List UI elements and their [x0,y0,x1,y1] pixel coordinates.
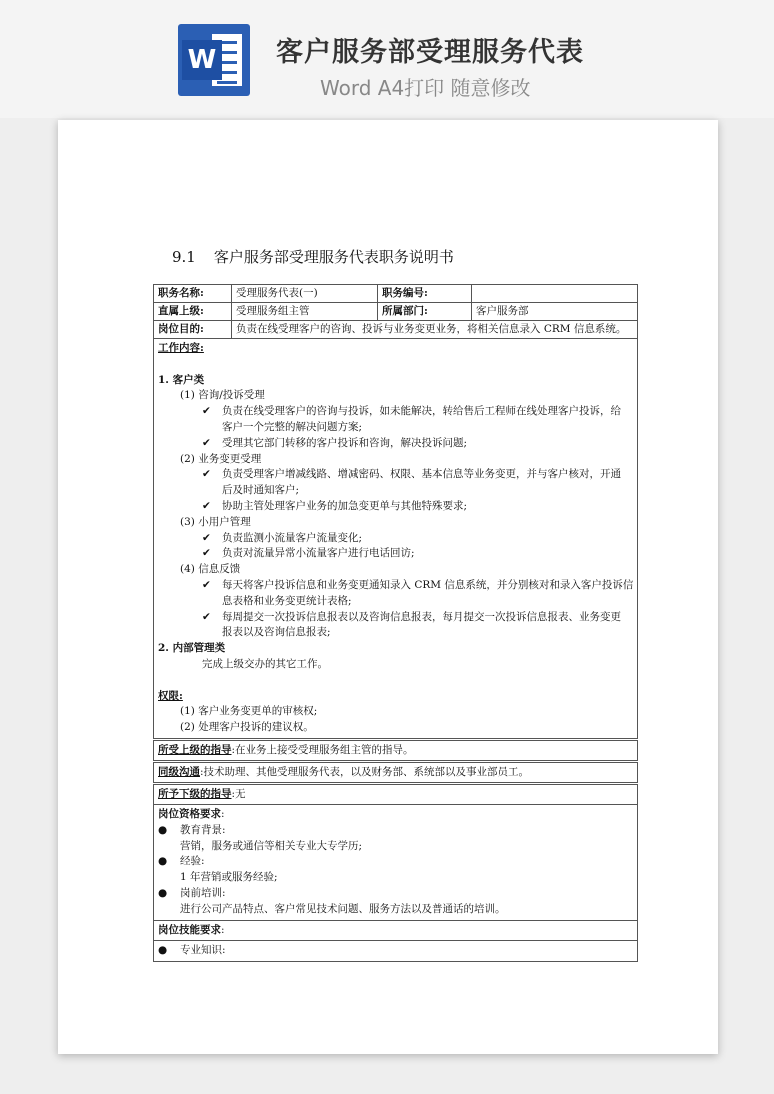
header-banner [0,0,774,118]
purpose-value: 负责在线受理客户的咨询、投诉与业务变更业务，将相关信息录入 CRM 信息系统。 [232,321,638,339]
dept-value: 客户服务部 [472,303,638,321]
table-row [154,783,638,804]
document-heading [172,246,454,267]
superior-label: 直属上级: [154,303,232,321]
job-name-label: 职务名称: [154,285,232,303]
list-item-cont: 客户一个完整的解决问题方案; [222,420,363,433]
list-item-cont: 报表以及咨询信息报表; [222,626,331,639]
guidance-received-cell [154,739,638,761]
bullet-icon: ● [158,944,168,957]
table-row [154,321,638,339]
bullet-icon: ● [158,855,168,868]
sub-heading: (1) 咨询/投诉受理 [180,389,265,402]
job-code-value [472,285,638,303]
guidance-given-value: :无 [231,787,246,800]
sub-heading: (3) 小用户管理 [180,515,251,528]
superior-value: 受理服务组主管 [232,303,378,321]
peer-communication-value: :技术助理、其他受理服务代表，以及财务部、系统部以及事业部员工。 [200,765,530,778]
table-row [154,339,638,740]
list-item-cont: 息表格和业务变更统计表格; [222,594,352,607]
sub-heading: (4) 信息反馈 [180,563,241,576]
bullet-icon: ● [158,823,168,836]
list-item: ✔ 每天将客户投诉信息和业务变更通知录入 CRM 信息系统，并分别核对和录入客户投诉信 [158,578,633,594]
skills-item-cell [154,941,638,962]
table-row [154,285,638,303]
list-item: ✔ 协助主管处理客户业务的加急变更单与其他特殊要求; [158,499,633,515]
list-item-value: 1 年营销或服务经验; [180,871,278,884]
list-item: ✔ 负责在线受理客户的咨询与投诉，如未能解决，转给售后工程师在线处理客户投诉，给 [158,404,633,420]
peer-communication-label: 同级沟通 [158,765,200,778]
checkmark-icon: ✔ [202,436,211,449]
word-letter: W [182,40,222,80]
list-item: ✔ 负责受理客户增减线路、增减密码、权限、基本信息等业务变更，并与客户核对，开通 [158,467,633,483]
checkmark-icon: ✔ [202,610,211,623]
checkmark-icon: ✔ [202,578,211,591]
authority-item: (1) 客户业务变更单的审核权; [180,705,318,718]
checkmark-icon: ✔ [202,547,211,560]
authority-item: (2) 处理客户投诉的建议权。 [180,721,314,734]
table-row [154,941,638,962]
table-row [154,804,638,920]
list-item: ✔ 每周提交一次投诉信息报表以及咨询信息报表，每月提交一次投诉信息报表、业务变更 [158,610,633,626]
list-item-cont: 后及时通知客户; [222,484,300,497]
checkmark-icon: ✔ [202,531,211,544]
guidance-given-cell [154,783,638,804]
list-item-value: 营销，服务或通信等相关专业大专学历; [180,839,363,852]
work-content-label: 工作内容: [158,342,204,354]
purpose-label: 岗位目的: [154,321,232,339]
category-heading: 2. 内部管理类 [158,642,226,655]
table-row [154,739,638,761]
list-item: ✔ 负责对流量异常小流量客户进行电话回访; [158,546,633,562]
job-code-label: 职务编号: [378,285,472,303]
list-item: ✔ 负责监测小流量客户流量变化; [158,531,633,547]
checkmark-icon: ✔ [202,499,211,512]
checkmark-icon: ✔ [202,405,211,418]
work-content-cell [154,339,638,740]
dept-label: 所属部门: [378,303,472,321]
list-item: ● 岗前培训: [158,886,633,902]
bullet-icon: ● [158,886,168,899]
section-number: 9.1 [172,248,196,266]
list-item: 完成上级交办的其它工作。 [202,657,328,670]
list-item-value: 进行公司产品特点、客户常见技术问题、服务方法以及普通话的培训。 [180,902,506,915]
job-description-table [153,284,638,962]
table-row [154,761,638,783]
table-row [154,920,638,941]
list-item: ✔ 受理其它部门转移的客户投诉和咨询，解决投诉问题; [158,436,633,452]
list-item: ● 经验: [158,854,633,870]
banner-subtitle: Word A4打印 随意修改 [320,76,531,100]
peer-communication-cell [154,761,638,783]
list-item: ● 教育背景: [158,823,633,839]
section-title: 客户服务部受理服务代表职务说明书 [213,248,454,266]
qualification-cell: 岗位资格要求: ● 教育背景: 营销，服务或通信等相关专业大专学历; ● 经验: 1 年营销或服务经验; ● 岗前培训: 进行公司产品特点、客户常见技术问题、服务方法以及普通话的培训。 [154,804,638,920]
skills-cell: 岗位技能要求: [154,920,638,941]
list-item: ● 专业知识: [158,943,633,959]
skills-label: 岗位技能要求 [158,923,221,936]
qualification-label: 岗位资格要求 [158,807,221,820]
guidance-received-value: :在业务上接受受理服务组主管的指导。 [231,743,414,756]
checkmark-icon: ✔ [202,468,211,481]
authority-label: 权限: [158,689,183,702]
banner-title: 客户服务部受理服务代表 [276,37,584,68]
sub-heading: (2) 业务变更受理 [180,452,262,465]
job-name-value: 受理服务代表(一) [232,285,378,303]
guidance-given-label: 所予下级的指导 [158,787,232,800]
table-row [154,303,638,321]
word-icon [178,24,250,96]
category-heading: 1. 客户类 [158,373,205,386]
guidance-received-label: 所受上级的指导 [158,743,232,756]
